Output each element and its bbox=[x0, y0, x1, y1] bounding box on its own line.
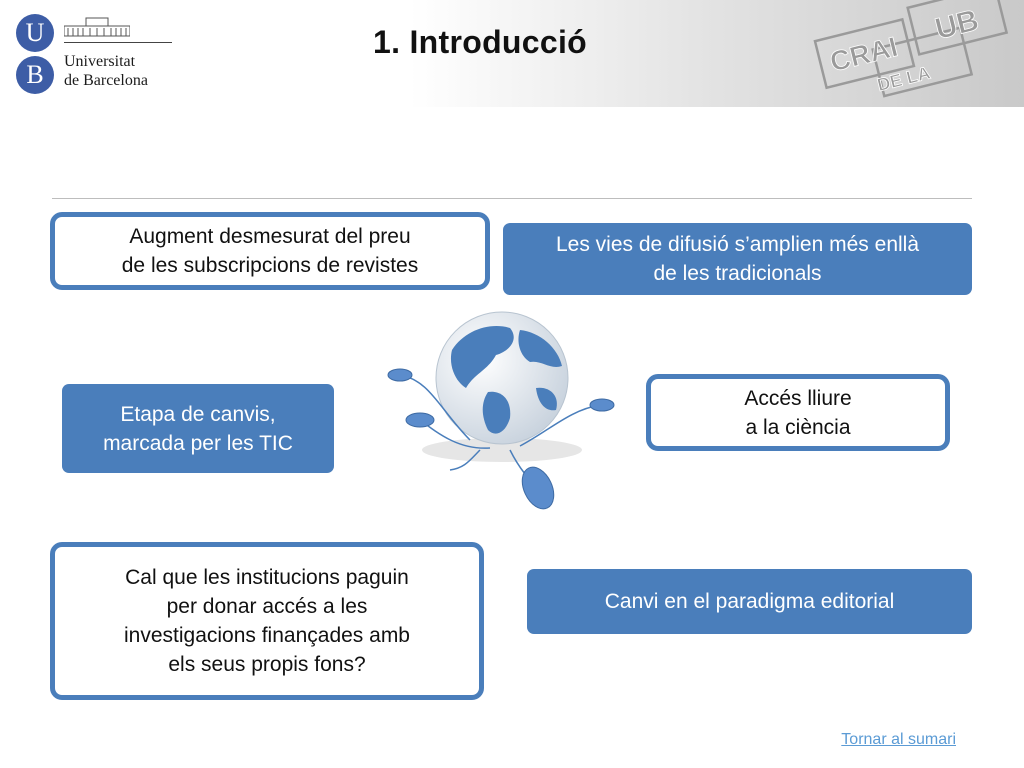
slide-header bbox=[0, 0, 1024, 107]
box-open-access-text: Accés lliure a la ciència bbox=[744, 386, 852, 439]
logo-u-circle: U bbox=[16, 14, 54, 52]
box-institutions-question bbox=[50, 542, 484, 700]
logo-text-line1: Universitat bbox=[64, 53, 136, 70]
title-divider bbox=[52, 198, 972, 199]
box-dissemination-channels-text: Les vies de difusió s’amplien més enllà de les tradicionals bbox=[555, 233, 920, 285]
box-dissemination-channels bbox=[503, 223, 972, 295]
crai-word-3: UB bbox=[931, 3, 982, 47]
box-editorial-paradigm-text: Canvi en el paradigma editorial bbox=[604, 590, 895, 613]
box-ict-changes bbox=[62, 384, 334, 473]
box-institutions-question-text: Cal que les institucions paguin per donar accés a les investigacions finançades amb els seus propis fons? bbox=[123, 566, 410, 676]
crai-logo bbox=[800, 0, 1024, 100]
back-to-summary-link[interactable]: Tornar al sumari bbox=[841, 731, 956, 748]
crai-word-2: DE LA bbox=[875, 62, 933, 96]
page-title: 1. Introducció bbox=[373, 24, 587, 60]
logo-b-circle: B bbox=[16, 56, 54, 94]
box-subscription-prices bbox=[50, 212, 490, 290]
crai-word-1: CRAI bbox=[826, 30, 901, 78]
box-editorial-paradigm bbox=[527, 569, 972, 634]
box-subscription-prices-text: Augment desmesurat del preu de les subscripcions de revistes bbox=[121, 225, 419, 277]
box-open-access bbox=[646, 374, 950, 451]
globe-with-mice-icon bbox=[370, 300, 635, 515]
box-ict-changes-text: Etapa de canvis, marcada per les TIC bbox=[103, 402, 293, 455]
logo-text-line2: de Barcelona bbox=[64, 72, 148, 89]
